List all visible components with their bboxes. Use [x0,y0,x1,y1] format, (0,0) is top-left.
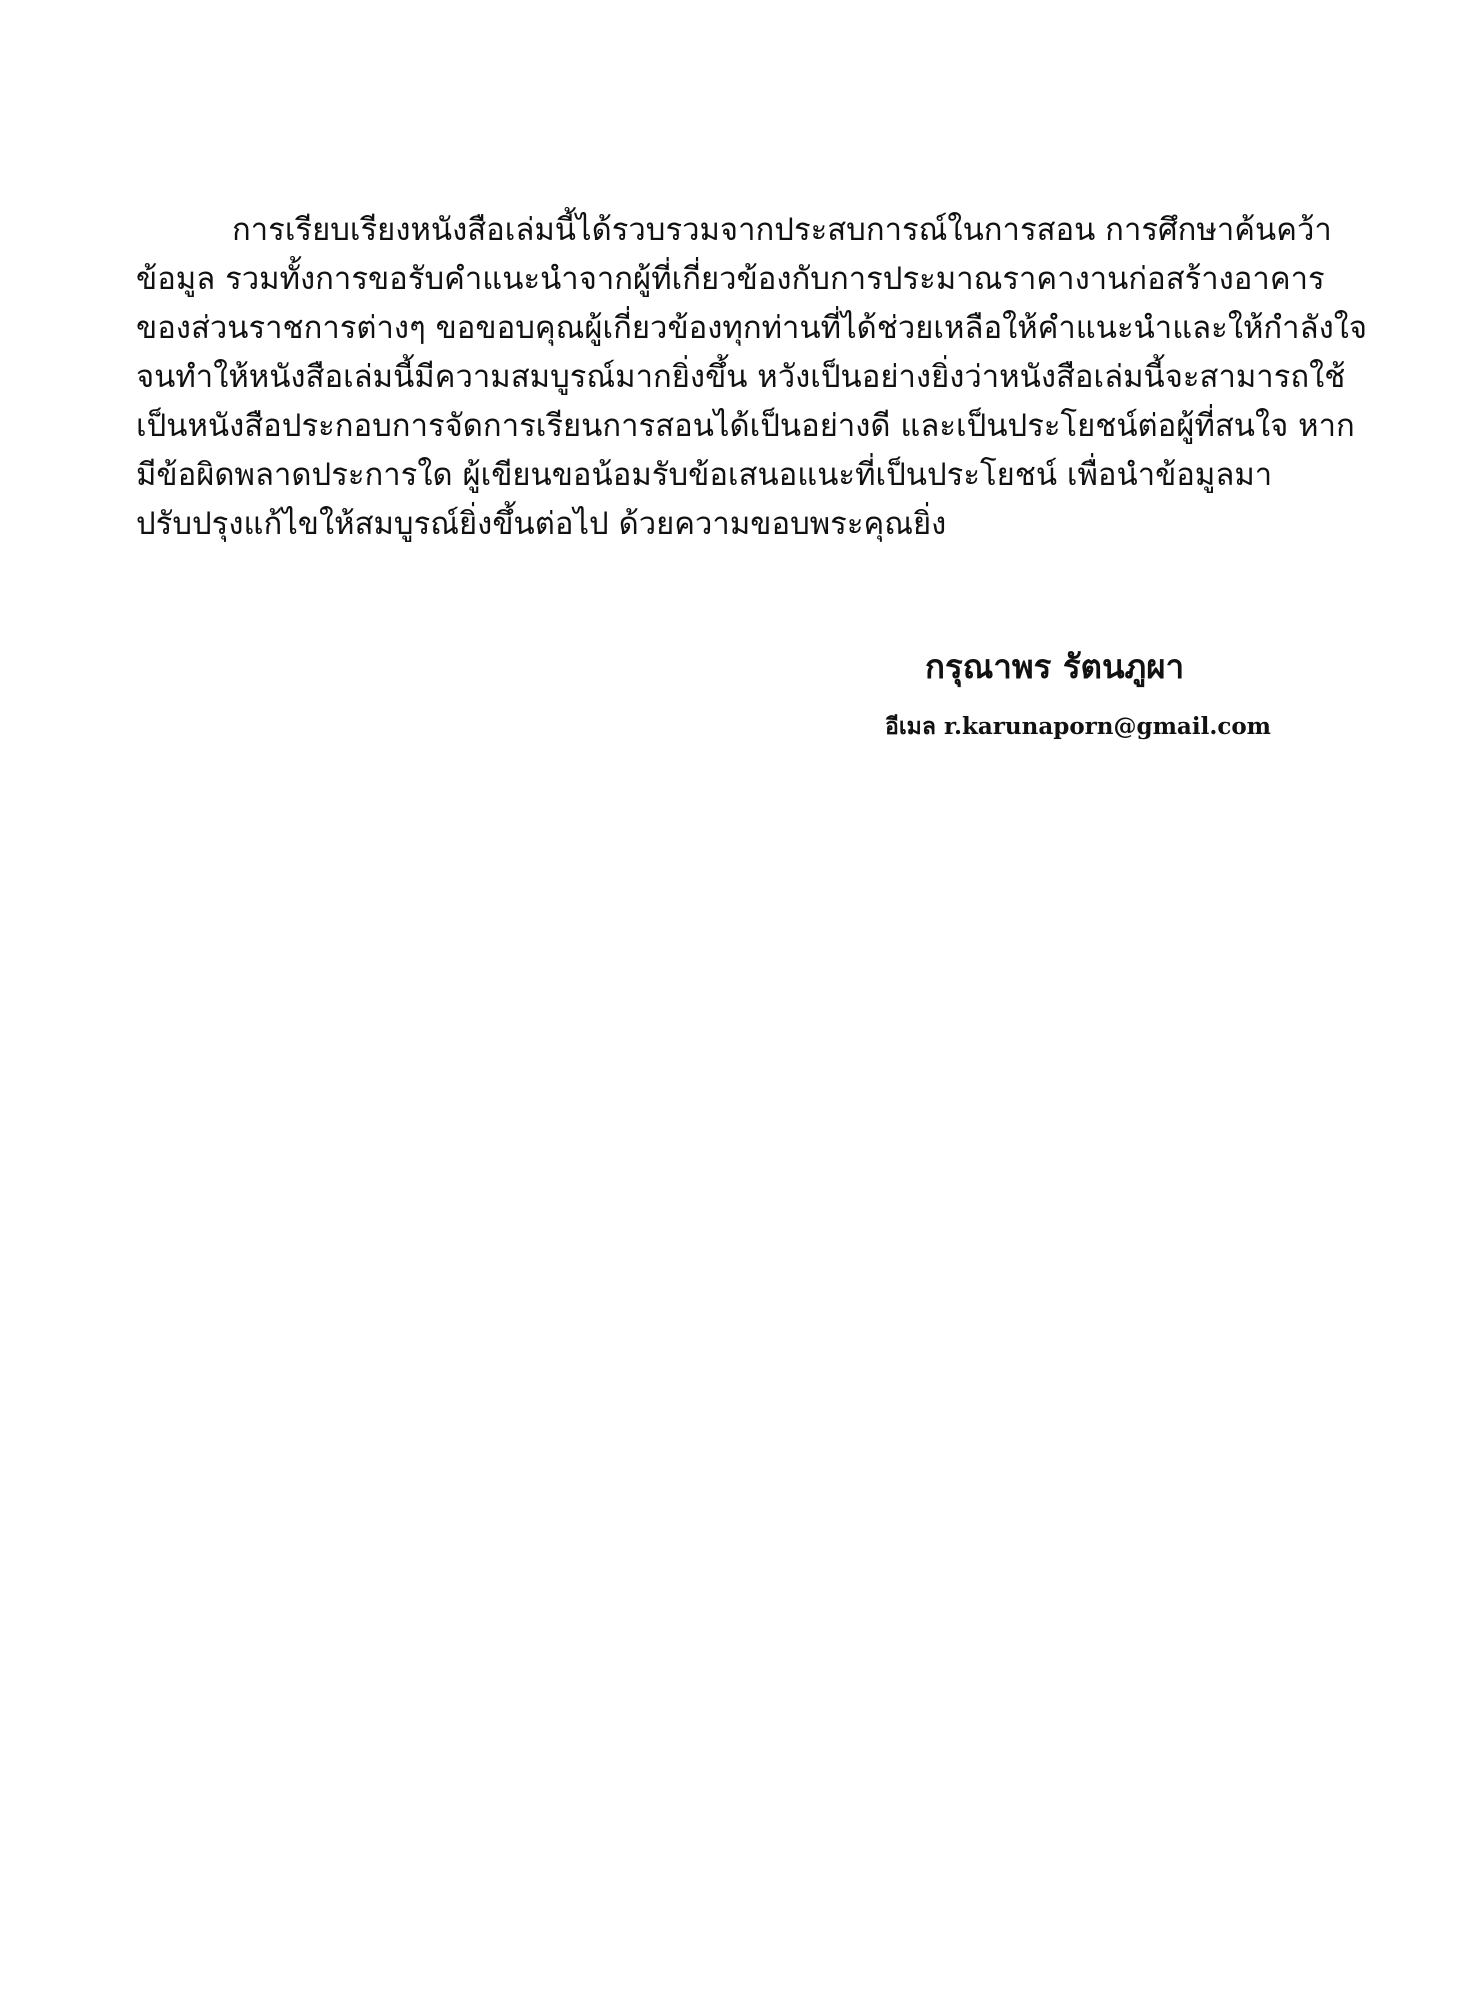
paragraph-line-6: มีข้อผิดพลาดประการใด ผู้เขียนขอน้อมรับข้อเสนอแนะที่เป็นประโยชน์ เพื่อนำข้อมูลมา [136,457,1273,493]
preface-paragraph [136,206,1368,549]
author-email: อีเมล r.karunaporn@gmail.com [885,713,1272,740]
paragraph-line-4: จนทำให้หนังสือเล่มนี้มีความสมบูรณ์มากยิ่งขึ้น หวังเป็นอย่างยิ่งว่าหนังสือเล่มนี้จะสามารถใช้ [136,359,1346,395]
paragraph-line-3: ของส่วนราชการต่างๆ ขอขอบคุณผู้เกี่ยวข้องทุกท่านที่ได้ช่วยเหลือให้คำแนะนำและให้กำลังใจ [136,310,1368,346]
author-name: กรุณาพร รัตนภูผา [925,647,1185,686]
paragraph-line-5: เป็นหนังสือประกอบการจัดการเรียนการสอนได้เป็นอย่างดี และเป็นประโยชน์ต่อผู้ที่สนใจ หาก [136,408,1355,444]
paragraph-line-2: ข้อมูล รวมทั้งการขอรับคำแนะนำจากผู้ที่เกี่ยวข้องกับการประมาณราคางานก่อสร้างอาคาร [136,261,1325,297]
paragraph-line-7: ปรับปรุงแก้ไขให้สมบูรณ์ยิ่งขึ้นต่อไป ด้วยความขอบพระคุณยิ่ง [136,506,947,542]
paragraph-line-1: การเรียบเรียงหนังสือเล่มนี้ได้รวบรวมจากประสบการณ์ในการสอน การศึกษาค้นคว้า [232,212,1332,248]
